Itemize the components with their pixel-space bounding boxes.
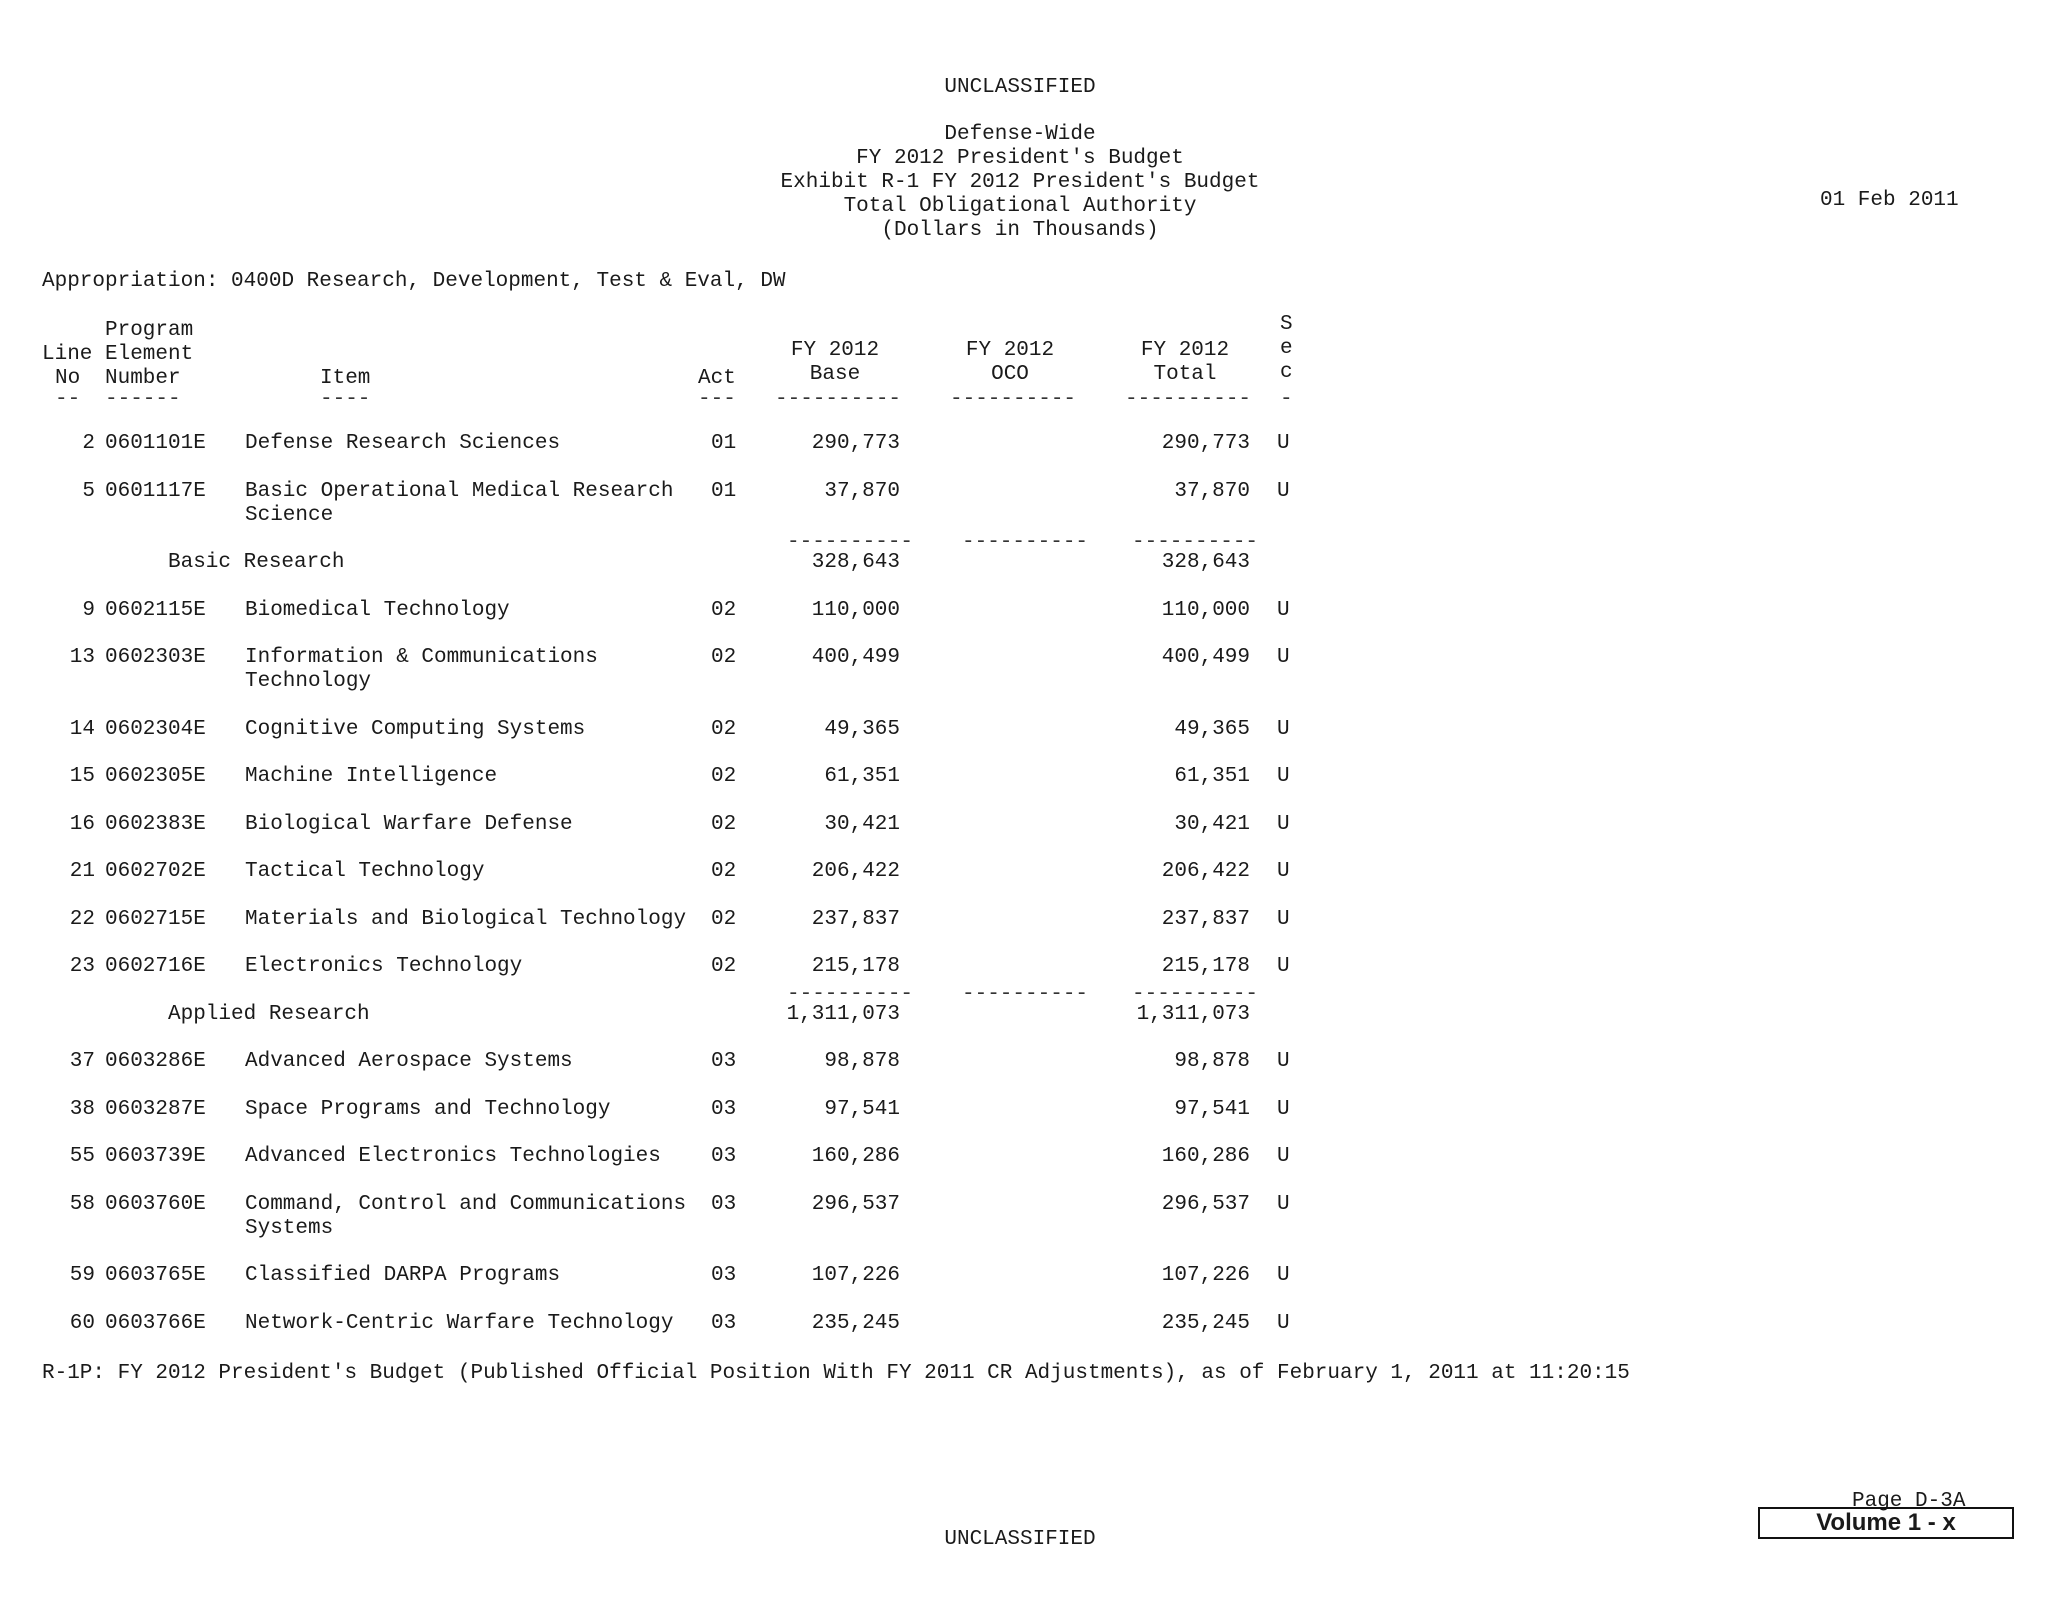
item-label: Technology xyxy=(245,670,372,693)
col-item: Item xyxy=(320,367,371,390)
line-number: 38 xyxy=(69,1097,95,1121)
security-code: U xyxy=(1277,479,1290,503)
item-label: Network-Centric Warfare Technology xyxy=(245,1311,674,1335)
col-oco-line2: OCO xyxy=(991,363,1029,386)
program-element: 0602304E xyxy=(105,717,206,741)
header-rule: ------ xyxy=(105,388,181,411)
col-oco-line1: FY 2012 xyxy=(965,339,1055,362)
line-number: 5 xyxy=(82,479,95,503)
total-amount: 237,837 xyxy=(1161,907,1250,931)
col-pe-line1: Program xyxy=(105,319,194,342)
security-code: U xyxy=(1277,765,1290,788)
base-amount: 30,421 xyxy=(824,812,900,836)
security-code: U xyxy=(1277,860,1290,883)
total-amount: 110,000 xyxy=(1161,598,1250,622)
security-code: U xyxy=(1277,432,1290,455)
item-label: Machine Intelligence xyxy=(245,765,498,788)
security-code: U xyxy=(1277,907,1290,931)
line-number: 58 xyxy=(69,1192,95,1216)
col-line-line2: No xyxy=(55,367,81,390)
item-label: Classified DARPA Programs xyxy=(245,1264,561,1287)
line-number: 13 xyxy=(69,646,95,669)
subtotal-total: 328,643 xyxy=(1161,551,1250,574)
item-label: Command, Control and Communications xyxy=(245,1192,687,1216)
budget-activity: 01 xyxy=(711,432,737,455)
base-amount: 107,226 xyxy=(811,1264,900,1287)
col-pe-line2: Element xyxy=(105,343,194,366)
security-code: U xyxy=(1277,812,1290,836)
budget-activity: 03 xyxy=(711,1145,737,1168)
col-pe-line3: Number xyxy=(105,367,181,390)
budget-activity: 03 xyxy=(711,1192,737,1216)
line-number: 22 xyxy=(69,907,95,931)
total-amount: 107,226 xyxy=(1161,1264,1250,1287)
total-amount: 97,541 xyxy=(1174,1097,1250,1121)
item-label: Advanced Aerospace Systems xyxy=(245,1050,573,1073)
budget-activity: 02 xyxy=(711,646,737,669)
item-label: Space Programs and Technology xyxy=(245,1097,611,1121)
program-element: 0603286E xyxy=(105,1050,206,1073)
budget-activity: 02 xyxy=(711,765,737,788)
item-label: Materials and Biological Technology xyxy=(245,907,687,931)
item-label: Biomedical Technology xyxy=(245,598,510,622)
security-code: U xyxy=(1277,1097,1290,1121)
item-label: Information & Communications xyxy=(245,646,598,669)
budget-activity: 02 xyxy=(711,598,737,622)
subtotal-rule: ---------- xyxy=(787,982,914,1006)
base-amount: 206,422 xyxy=(811,860,900,883)
program-element: 0603287E xyxy=(105,1097,206,1121)
item-label: Electronics Technology xyxy=(245,955,523,978)
header-rule: ---------- xyxy=(950,388,1077,411)
program-element: 0601101E xyxy=(105,432,206,455)
budget-activity: 03 xyxy=(711,1050,737,1073)
col-sec-line1: S xyxy=(1280,313,1293,336)
item-label: Cognitive Computing Systems xyxy=(245,717,586,741)
program-element: 0602303E xyxy=(105,646,206,669)
total-amount: 290,773 xyxy=(1161,432,1250,455)
budget-activity: 01 xyxy=(711,479,737,503)
item-label: Tactical Technology xyxy=(245,860,485,883)
line-number: 60 xyxy=(69,1311,95,1335)
program-element: 0603739E xyxy=(105,1145,206,1168)
item-label: Advanced Electronics Technologies xyxy=(245,1145,661,1168)
classification-top: UNCLASSIFIED xyxy=(944,76,1096,99)
item-label: Basic Operational Medical Research xyxy=(245,479,674,503)
budget-activity: 03 xyxy=(711,1097,737,1121)
col-base-line1: FY 2012 xyxy=(790,339,880,362)
base-amount: 110,000 xyxy=(811,598,900,622)
budget-activity: 02 xyxy=(711,812,737,836)
base-amount: 400,499 xyxy=(811,646,900,669)
subtotal-label: Applied Research xyxy=(168,1002,370,1026)
col-sec-line3: c xyxy=(1280,361,1293,384)
subtotal-base: 1,311,073 xyxy=(786,1002,900,1026)
item-label: Defense Research Sciences xyxy=(245,432,561,455)
subtotal-rule: ---------- xyxy=(1132,531,1259,554)
base-amount: 98,878 xyxy=(824,1050,900,1073)
report-date: 01 Feb 2011 xyxy=(1820,189,1959,212)
total-amount: 296,537 xyxy=(1161,1192,1250,1216)
base-amount: 215,178 xyxy=(811,955,900,978)
subtotal-total: 1,311,073 xyxy=(1136,1002,1250,1026)
subtotal-base: 328,643 xyxy=(811,551,900,574)
line-number: 2 xyxy=(82,432,95,455)
col-line-line1: Line xyxy=(42,343,93,366)
subtotal-rule: ---------- xyxy=(962,982,1089,1006)
total-amount: 30,421 xyxy=(1174,812,1250,836)
base-amount: 37,870 xyxy=(824,479,900,503)
total-amount: 206,422 xyxy=(1161,860,1250,883)
col-sec-line2: e xyxy=(1280,337,1293,360)
subtotal-rule: ---------- xyxy=(1132,982,1259,1006)
line-number: 14 xyxy=(69,717,95,741)
subtotal-rule: ---------- xyxy=(787,531,914,554)
security-code: U xyxy=(1277,646,1290,669)
classification-bottom: UNCLASSIFIED xyxy=(944,1528,1096,1551)
security-code: U xyxy=(1277,1264,1290,1287)
header-rule: ---------- xyxy=(775,388,902,411)
base-amount: 97,541 xyxy=(824,1097,900,1121)
line-number: 23 xyxy=(69,955,95,978)
total-amount: 37,870 xyxy=(1174,479,1250,503)
subtotal-rule: ---------- xyxy=(962,531,1089,554)
title-units: (Dollars in Thousands) xyxy=(881,219,1159,242)
base-amount: 235,245 xyxy=(811,1311,900,1335)
footnote: R-1P: FY 2012 President's Budget (Published Official Position With FY 2011 CR Adjustments), as of February 1, 2011 at 11:20:15 xyxy=(42,1362,1630,1385)
security-code: U xyxy=(1277,1050,1290,1073)
line-number: 21 xyxy=(69,860,95,883)
program-element: 0603766E xyxy=(105,1311,206,1335)
item-label: Science xyxy=(245,503,334,527)
budget-activity: 03 xyxy=(711,1311,737,1335)
page-reference: Page D-3A xyxy=(1852,1490,1966,1513)
header-rule: --- xyxy=(698,388,736,411)
base-amount: 49,365 xyxy=(824,717,900,741)
appropriation: Appropriation: 0400D Research, Development, Test & Eval, DW xyxy=(42,270,786,293)
budget-activity: 02 xyxy=(711,860,737,883)
base-amount: 290,773 xyxy=(811,432,900,455)
base-amount: 296,537 xyxy=(811,1192,900,1216)
header-rule: ---------- xyxy=(1125,388,1252,411)
program-element: 0602115E xyxy=(105,598,206,622)
budget-activity: 03 xyxy=(711,1264,737,1287)
total-amount: 400,499 xyxy=(1161,646,1250,669)
title-exhibit: Exhibit R-1 FY 2012 President's Budget xyxy=(780,171,1260,194)
line-number: 16 xyxy=(69,812,95,836)
col-act: Act xyxy=(698,367,736,390)
item-label: Systems xyxy=(245,1216,334,1240)
line-number: 59 xyxy=(69,1264,95,1287)
base-amount: 61,351 xyxy=(824,765,900,788)
security-code: U xyxy=(1277,717,1290,741)
program-element: 0603760E xyxy=(105,1192,206,1216)
header-rule: -- xyxy=(55,388,81,411)
col-base-line2: Base xyxy=(809,363,861,386)
col-total-line1: FY 2012 xyxy=(1140,339,1230,362)
total-amount: 49,365 xyxy=(1174,717,1250,741)
subtotal-label: Basic Research xyxy=(168,551,345,574)
line-number: 9 xyxy=(82,598,95,622)
security-code: U xyxy=(1277,1192,1290,1216)
title-org: Defense-Wide xyxy=(944,123,1096,146)
item-label: Biological Warfare Defense xyxy=(245,812,573,836)
header-rule: - xyxy=(1280,388,1293,411)
title-toa: Total Obligational Authority xyxy=(843,195,1197,218)
total-amount: 98,878 xyxy=(1174,1050,1250,1073)
total-amount: 215,178 xyxy=(1161,955,1250,978)
title-budget: FY 2012 President's Budget xyxy=(856,147,1184,170)
total-amount: 61,351 xyxy=(1174,765,1250,788)
program-element: 0602715E xyxy=(105,907,206,931)
budget-activity: 02 xyxy=(711,955,737,978)
program-element: 0602305E xyxy=(105,765,206,788)
program-element: 0602383E xyxy=(105,812,206,836)
program-element: 0603765E xyxy=(105,1264,206,1287)
budget-activity: 02 xyxy=(711,907,737,931)
program-element: 0602702E xyxy=(105,860,206,883)
base-amount: 160,286 xyxy=(811,1145,900,1168)
program-element: 0601117E xyxy=(105,479,206,503)
base-amount: 237,837 xyxy=(811,907,900,931)
col-total-line2: Total xyxy=(1153,363,1217,386)
total-amount: 235,245 xyxy=(1161,1311,1250,1335)
security-code: U xyxy=(1277,598,1290,622)
line-number: 15 xyxy=(69,765,95,788)
line-number: 37 xyxy=(69,1050,95,1073)
security-code: U xyxy=(1277,955,1290,978)
program-element: 0602716E xyxy=(105,955,206,978)
total-amount: 160,286 xyxy=(1161,1145,1250,1168)
line-number: 55 xyxy=(69,1145,95,1168)
security-code: U xyxy=(1277,1311,1290,1335)
volume-label: Volume 1 - x xyxy=(1758,1507,2014,1539)
header-rule: ---- xyxy=(320,388,371,411)
security-code: U xyxy=(1277,1145,1290,1168)
budget-activity: 02 xyxy=(711,717,737,741)
